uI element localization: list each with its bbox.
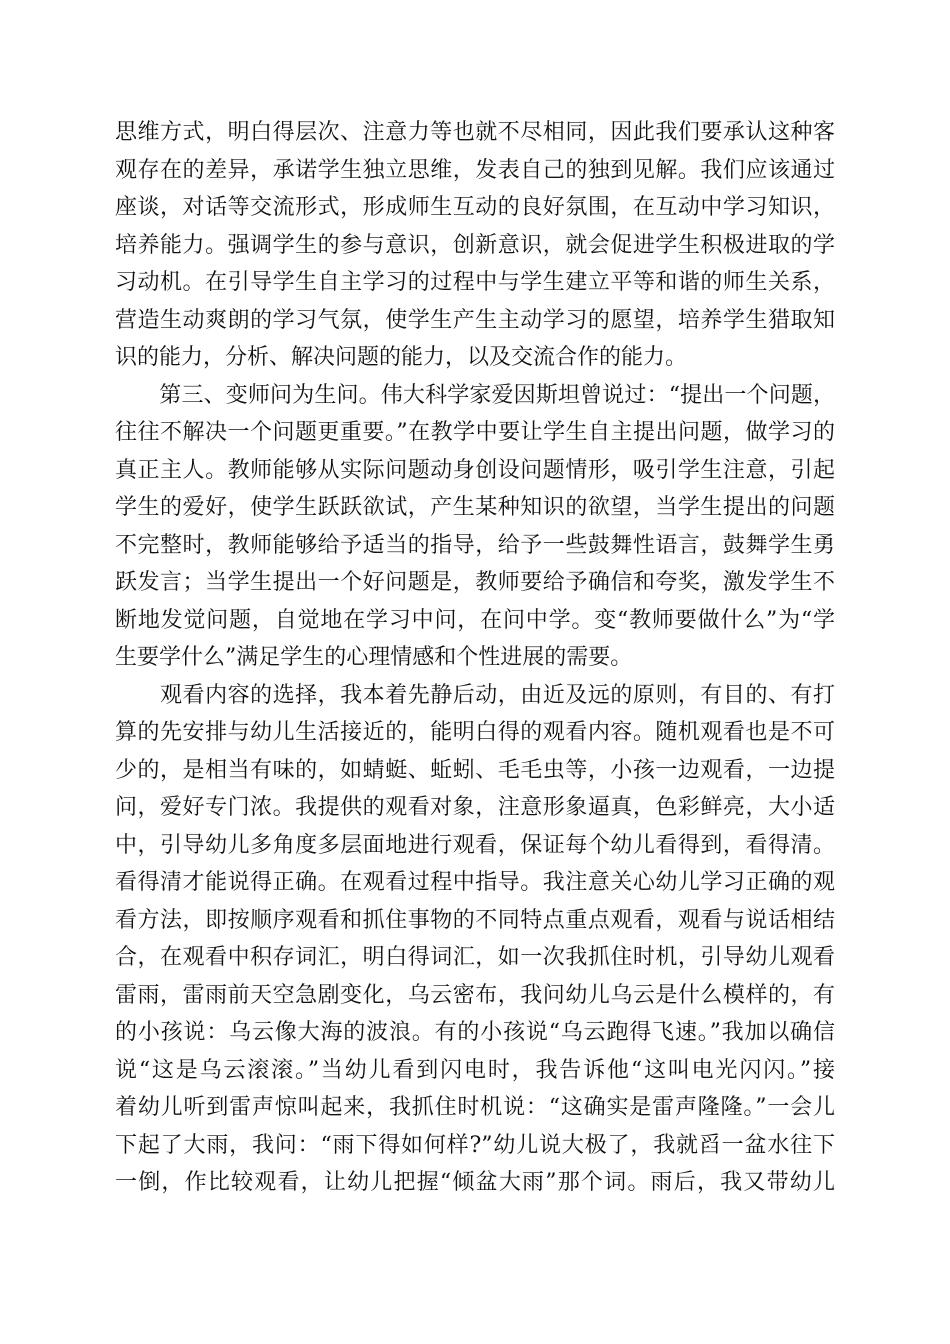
text-line: 的小孩说：乌云像大海的波浪。有的小孩说“乌云跑得飞速。”我加以确信 (115, 1020, 835, 1045)
text-line: 生要学什么”满足学生的心理情感和个性进展的需要。 (115, 645, 633, 670)
text-line: 合，在观看中积存词汇，明白得词汇，如一次我抓住时机，引导幼儿观看 (115, 945, 835, 970)
paragraph-1 (115, 114, 835, 377)
text-line: 问，爱好专门浓。我提供的观看对象，注意形象逼真，色彩鲜亮，大小适 (115, 795, 835, 820)
text-line: 跃发言；当学生提出一个好问题是，教师要给予确信和夸奖，激发学生不 (115, 570, 835, 595)
document-page (115, 114, 835, 1202)
text-line: 下起了大雨，我问：“雨下得如何样?”幼儿说大极了，我就舀一盆水往下 (115, 1132, 835, 1158)
text-line: 雷雨，雷雨前天空急剧变化，乌云密布，我问幼儿乌云是什么模样的，有 (115, 982, 835, 1008)
text-line: 第三、变师问为生问。伟大科学家爱因斯坦曾说过：“提出一个问题， (115, 382, 835, 408)
text-line: 不完整时，教师能够给予适当的指导，给予一些鼓舞性语言，鼓舞学生勇 (115, 532, 835, 558)
text-line: 中，引导幼儿多角度多层面地进行观看，保证每个幼儿看得到，看得清。 (115, 832, 835, 858)
text-line: 识的能力，分析、解决问题的能力，以及交流合作的能力。 (115, 345, 688, 370)
text-line: 培养能力。强调学生的参与意识，创新意识，就会促进学生积极进取的学 (115, 232, 835, 258)
text-line: 看方法，即按顺序观看和抓住事物的不同特点重点观看，观看与说话相结 (115, 907, 835, 933)
text-line: 观看内容的选择，我本着先静后动，由近及远的原则，有目的、有打 (115, 682, 835, 708)
text-line: 说“这是乌云滚滚。”当幼儿看到闪电时，我告诉他“这叫电光闪闪。”接 (115, 1057, 835, 1083)
text-line: 少的，是相当有味的，如蜻蜓、蚯蚓、毛毛虫等，小孩一边观看，一边提 (115, 757, 835, 783)
text-line: 座谈，对话等交流形式，形成师生互动的良好氛围，在互动中学习知识， (115, 195, 835, 220)
text-line: 学生的爱好，使学生跃跃欲试，产生某种知识的欲望，当学生提出的问题 (115, 495, 835, 520)
paragraph-2 (115, 377, 835, 677)
text-line: 营造生动爽朗的学习气氛，使学生产生主动学习的愿望，培养学生猎取知 (115, 307, 835, 333)
text-line: 习动机。在引导学生自主学习的过程中与学生建立平等和谐的师生关系， (115, 270, 835, 295)
paragraph-3 (115, 677, 835, 1202)
text-line: 算的先安排与幼儿生活接近的，能明白得的观看内容。随机观看也是不可 (115, 720, 835, 745)
text-line: 真正主人。教师能够从实际问题动身创设问题情形，吸引学生注意，引起 (115, 457, 835, 483)
text-line: 着幼儿听到雷声惊叫起来，我抓住时机说：“这确实是雷声隆隆。”一会儿 (115, 1095, 835, 1120)
text-line: 思维方式，明白得层次、注意力等也就不尽相同，因此我们要承认这种客 (115, 120, 835, 145)
text-line: 观存在的差异，承诺学生独立思维，发表自己的独到见解。我们应该通过 (115, 157, 835, 183)
text-line: 往往不解决一个问题更重要。”在教学中要让学生自主提出问题，做学习的 (115, 420, 835, 445)
text-line: 断地发觉问题，自觉地在学习中问，在问中学。变“教师要做什么”为“学 (115, 607, 835, 633)
text-line: 一倒，作比较观看，让幼儿把握“倾盆大雨”那个词。雨后，我又带幼儿 (115, 1170, 835, 1195)
text-line: 看得清才能说得正确。在观看过程中指导。我注意关心幼儿学习正确的观 (115, 870, 835, 895)
